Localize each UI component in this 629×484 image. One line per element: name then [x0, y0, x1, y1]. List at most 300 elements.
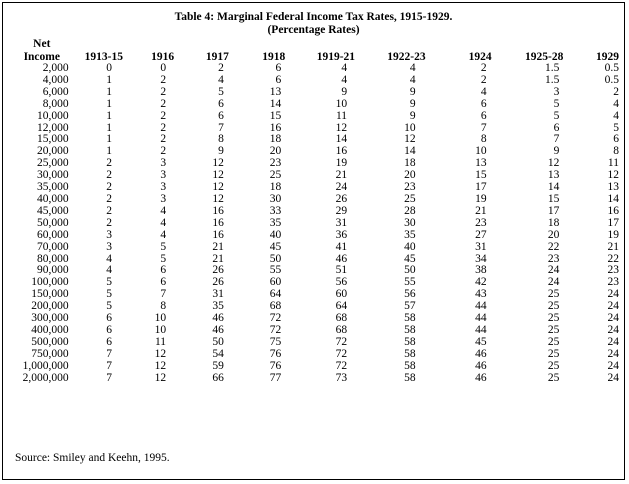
- rate-cell: 1: [106, 145, 113, 158]
- net-income-header-line2: Income: [23, 50, 60, 63]
- rate-cell: 4: [409, 73, 416, 86]
- rate-cell: 24: [547, 276, 560, 289]
- rate-cell: 27: [475, 228, 487, 241]
- rate-cell: 2: [106, 169, 113, 182]
- table-row: [11, 325, 624, 337]
- rate-cell: 24: [607, 288, 619, 301]
- rate-cell: 4: [480, 85, 487, 98]
- rate-cell: 58: [404, 371, 416, 384]
- rate-cell: 55: [404, 276, 416, 289]
- net-income-cell: 35,000: [36, 181, 69, 194]
- rate-cell: 76: [269, 359, 282, 372]
- rate-cell: 16: [269, 121, 282, 134]
- table-row: [11, 218, 624, 230]
- rate-cell: 7: [553, 133, 560, 146]
- rate-cell: 14: [607, 192, 619, 205]
- rate-cell: 75: [269, 335, 282, 348]
- net-income-cell: 15,000: [36, 133, 69, 146]
- rate-cell: 2: [218, 62, 224, 74]
- rate-cell: 51: [335, 264, 348, 277]
- rate-cell: 31: [335, 216, 348, 229]
- rate-cell: 4: [341, 73, 348, 86]
- rate-cell: 5: [613, 121, 619, 134]
- rate-cell: 5: [106, 300, 113, 313]
- rate-cell: 12: [154, 359, 167, 372]
- rate-cell: 2: [106, 192, 113, 205]
- net-income-cell: 20,000: [36, 145, 69, 158]
- rate-cell: 10: [154, 323, 167, 336]
- rate-cell: 4: [341, 62, 348, 74]
- rate-cell: 30: [269, 192, 282, 205]
- rate-cell: 9: [409, 85, 416, 98]
- rate-cell: 6: [160, 276, 167, 289]
- rate-cell: 14: [269, 97, 282, 110]
- rate-cell: 14: [547, 181, 560, 194]
- rate-cell: 1: [106, 73, 113, 86]
- rate-cell: 13: [475, 157, 487, 170]
- table-row: [11, 361, 624, 373]
- rate-cell: 57: [404, 300, 416, 313]
- rate-cell: 4: [160, 204, 167, 217]
- rate-cell: 66: [212, 371, 224, 384]
- rate-cell: 12: [404, 133, 416, 146]
- rate-cell: 44: [475, 312, 487, 325]
- rate-cell: 7: [160, 288, 167, 301]
- table-row: [11, 289, 624, 301]
- rate-cell: 12: [547, 157, 560, 170]
- year-header: 1925-28: [524, 50, 564, 63]
- rate-cell: 14: [335, 133, 348, 146]
- rate-cell: 72: [269, 312, 282, 325]
- rate-cell: 15: [475, 169, 487, 182]
- rate-cell: 9: [341, 85, 348, 98]
- rate-cell: 12: [154, 347, 167, 360]
- rate-cell: 5: [160, 240, 167, 253]
- rate-cell: 25: [547, 371, 560, 384]
- table-row: [11, 75, 624, 87]
- rate-cell: 1.5: [544, 62, 560, 74]
- rate-cell: 46: [335, 252, 348, 265]
- rate-cell: 25: [547, 300, 560, 313]
- rate-cell: 30: [404, 216, 416, 229]
- rate-cell: 20: [404, 169, 416, 182]
- year-header: 1916: [151, 50, 175, 63]
- rate-cell: 72: [335, 335, 348, 348]
- table-row: [11, 373, 624, 385]
- net-income-cell: 2,000,000: [22, 371, 69, 384]
- rate-cell: 35: [404, 228, 416, 241]
- header-row: [11, 38, 624, 63]
- table-row: [11, 301, 624, 313]
- rate-cell: 58: [404, 335, 416, 348]
- net-income-cell: 90,000: [36, 264, 69, 277]
- rate-cell: 12: [607, 169, 619, 182]
- rate-cell: 24: [607, 335, 619, 348]
- net-income-cell: 500,000: [31, 335, 69, 348]
- year-header: 1917: [205, 50, 229, 63]
- year-header: 1929: [596, 50, 619, 63]
- net-income-cell: 45,000: [36, 204, 69, 217]
- rate-cell: 55: [269, 264, 282, 277]
- rate-cell: 1.5: [544, 73, 560, 86]
- net-income-cell: 10,000: [36, 109, 69, 122]
- rate-cell: 23: [404, 181, 416, 194]
- rate-cell: 56: [335, 276, 348, 289]
- rate-cell: 2: [160, 145, 167, 158]
- table-row: [11, 194, 624, 206]
- net-income-header-line1: Net: [33, 38, 51, 50]
- rate-cell: 15: [547, 192, 560, 205]
- rate-cell: 2: [106, 181, 113, 194]
- rate-cell: 5: [218, 85, 224, 98]
- rate-cell: 23: [547, 252, 560, 265]
- rate-cell: 23: [475, 216, 487, 229]
- rate-cell: 44: [475, 300, 487, 313]
- net-income-header: [11, 38, 69, 63]
- rate-cell: 16: [212, 216, 224, 229]
- rate-cell: 6: [480, 97, 487, 110]
- rate-cell: 25: [547, 312, 560, 325]
- rate-cell: 21: [212, 240, 224, 253]
- rate-cell: 2: [160, 109, 167, 122]
- rate-cell: 7: [106, 347, 113, 360]
- rate-cell: 3: [553, 85, 560, 98]
- rate-cell: 19: [335, 157, 348, 170]
- table-row: [11, 337, 624, 349]
- table-row: [11, 206, 624, 218]
- year-header: 1924: [468, 50, 492, 63]
- rate-cell: 13: [269, 85, 282, 98]
- rate-cell: 59: [212, 359, 224, 372]
- rate-cell: 24: [547, 264, 560, 277]
- rate-cell: 58: [404, 312, 416, 325]
- rate-cell: 18: [269, 181, 282, 194]
- rate-cell: 3: [160, 157, 167, 170]
- rate-cell: 24: [607, 300, 619, 313]
- rate-cell: 2: [160, 121, 167, 134]
- net-income-cell: 30,000: [36, 169, 69, 182]
- rate-cell: 17: [547, 204, 560, 217]
- rate-cell: 44: [475, 323, 487, 336]
- rate-cell: 5: [160, 252, 167, 265]
- rate-cell: 25: [404, 192, 416, 205]
- rate-cell: 50: [404, 264, 416, 277]
- rate-cell: 43: [475, 288, 487, 301]
- rate-cell: 0.5: [604, 62, 619, 74]
- rate-cell: 1: [106, 109, 113, 122]
- rate-cell: 68: [335, 323, 348, 336]
- net-income-cell: 12,000: [36, 121, 69, 134]
- rate-cell: 41: [335, 240, 348, 253]
- rate-cell: 42: [475, 276, 487, 289]
- rate-cell: 11: [607, 157, 619, 170]
- net-income-cell: 1,000,000: [22, 359, 69, 372]
- rate-cell: 13: [547, 169, 560, 182]
- rate-cell: 16: [212, 228, 224, 241]
- table-title: Table 4: Marginal Federal Income Tax Rates, 1915-1929.: [174, 11, 453, 23]
- rate-cell: 31: [212, 288, 224, 301]
- rate-cell: 0: [160, 62, 167, 74]
- rate-cell: 4: [106, 252, 113, 265]
- rate-cell: 2: [160, 133, 167, 146]
- rate-cell: 58: [404, 359, 416, 372]
- rate-cell: 24: [607, 347, 619, 360]
- rate-cell: 2: [480, 62, 487, 74]
- net-income-cell: 4,000: [42, 73, 69, 86]
- net-income-cell: 100,000: [31, 276, 69, 289]
- rate-cell: 68: [269, 300, 282, 313]
- rate-cell: 26: [212, 264, 224, 277]
- rate-cell: 12: [212, 181, 224, 194]
- rate-cell: 6: [613, 133, 619, 146]
- rate-cell: 3: [106, 228, 113, 241]
- rate-cell: 21: [335, 169, 348, 182]
- rate-cell: 64: [269, 288, 282, 301]
- rate-cell: 2: [160, 97, 167, 110]
- rate-cell: 54: [212, 347, 224, 360]
- rate-cell: 46: [475, 347, 487, 360]
- net-income-cell: 2,000: [42, 62, 69, 74]
- rate-cell: 2: [480, 73, 487, 86]
- rate-cell: 25: [269, 169, 282, 182]
- rate-cell: 2: [106, 216, 113, 229]
- rate-cell: 26: [212, 276, 224, 289]
- rate-cell: 5: [106, 276, 113, 289]
- rate-cell: 5: [553, 97, 560, 110]
- rate-cell: 5: [553, 109, 560, 122]
- net-income-cell: 60,000: [36, 228, 69, 241]
- rate-cell: 21: [475, 204, 487, 217]
- rate-cell: 29: [335, 204, 348, 217]
- rate-cell: 8: [613, 145, 619, 158]
- table-row: [11, 265, 624, 277]
- rate-cell: 25: [547, 323, 560, 336]
- rate-cell: 6: [106, 335, 113, 348]
- rate-cell: 3: [106, 240, 113, 253]
- rate-cell: 9: [553, 145, 560, 158]
- year-header: 1922-23: [387, 50, 426, 63]
- rate-cell: 3: [160, 181, 167, 194]
- rate-cell: 19: [607, 228, 619, 241]
- rate-cell: 21: [607, 240, 619, 253]
- rate-cell: 20: [269, 145, 282, 158]
- rate-cell: 25: [547, 359, 560, 372]
- rate-cell: 56: [404, 288, 416, 301]
- rate-cell: 34: [475, 252, 487, 265]
- rate-cell: 58: [404, 323, 416, 336]
- rate-cell: 18: [404, 157, 416, 170]
- rate-cell: 6: [480, 109, 487, 122]
- rate-cell: 60: [269, 276, 282, 289]
- rate-cell: 18: [547, 216, 560, 229]
- net-income-cell: 70,000: [36, 240, 69, 253]
- rate-cell: 45: [404, 252, 416, 265]
- rate-cell: 6: [275, 73, 282, 86]
- rate-cell: 4: [106, 264, 113, 277]
- net-income-cell: 40,000: [36, 192, 69, 205]
- rate-cell: 33: [269, 204, 282, 217]
- rate-cell: 2: [106, 157, 113, 170]
- rate-cell: 25: [547, 347, 560, 360]
- rate-cell: 16: [607, 204, 619, 217]
- rate-cell: 10: [404, 121, 416, 134]
- rate-cell: 8: [218, 133, 224, 146]
- rate-cell: 14: [404, 145, 416, 158]
- rate-cell: 12: [154, 371, 167, 384]
- rate-cell: 68: [335, 312, 348, 325]
- rate-cell: 20: [547, 228, 560, 241]
- net-income-cell: 50,000: [36, 216, 69, 229]
- rate-cell: 7: [106, 371, 113, 384]
- rate-cell: 38: [475, 264, 487, 277]
- rate-cell: 45: [475, 335, 487, 348]
- rate-cell: 24: [607, 359, 619, 372]
- rate-cell: 12: [335, 121, 348, 134]
- table-body: [11, 63, 624, 384]
- net-income-cell: 8,000: [42, 97, 69, 110]
- rate-cell: 22: [547, 240, 560, 253]
- rate-cell: 9: [409, 97, 416, 110]
- rate-cell: 6: [275, 62, 282, 74]
- rate-cell: 23: [607, 264, 619, 277]
- rate-cell: 4: [160, 228, 167, 241]
- rate-cell: 13: [607, 181, 619, 194]
- rate-cell: 12: [212, 192, 224, 205]
- rate-cell: 10: [154, 312, 167, 325]
- rate-cell: 10: [475, 145, 487, 158]
- table-row: [11, 134, 624, 146]
- net-income-cell: 80,000: [36, 252, 69, 265]
- rate-cell: 46: [212, 312, 224, 325]
- rate-cell: 73: [335, 371, 348, 384]
- rate-cell: 22: [607, 252, 619, 265]
- table-row: [11, 99, 624, 111]
- rate-cell: 19: [475, 192, 487, 205]
- rate-cell: 2: [613, 85, 619, 98]
- rate-cell: 25: [547, 288, 560, 301]
- table-row: [11, 111, 624, 123]
- rate-cell: 77: [269, 371, 282, 384]
- table-row: [11, 87, 624, 99]
- rate-cell: 6: [553, 121, 560, 134]
- source-note: Source: Smiley and Keehn, 1995.: [15, 452, 170, 464]
- tax-rate-table: [11, 38, 624, 384]
- table-row: [11, 170, 624, 182]
- rate-cell: 6: [106, 312, 113, 325]
- rate-cell: 23: [607, 276, 619, 289]
- rate-cell: 24: [607, 371, 619, 384]
- rate-cell: 8: [160, 300, 167, 313]
- rate-cell: 64: [335, 300, 348, 313]
- net-income-cell: 6,000: [42, 85, 69, 98]
- rate-cell: 50: [212, 335, 224, 348]
- table-row: [11, 254, 624, 266]
- net-income-cell: 25,000: [36, 157, 69, 170]
- rate-cell: 26: [335, 192, 348, 205]
- rate-cell: 21: [212, 252, 224, 265]
- rate-cell: 24: [335, 181, 348, 194]
- net-income-cell: 400,000: [31, 323, 69, 336]
- rate-cell: 31: [475, 240, 487, 253]
- rate-cell: 24: [607, 323, 619, 336]
- table-row: [11, 146, 624, 158]
- rate-cell: 76: [269, 347, 282, 360]
- table-row: [11, 158, 624, 170]
- rate-cell: 25: [547, 335, 560, 348]
- rate-cell: 2: [106, 204, 113, 217]
- rate-cell: 58: [404, 347, 416, 360]
- table-row: [11, 242, 624, 254]
- table-subtitle: (Percentage Rates): [267, 24, 360, 36]
- rate-cell: 46: [475, 359, 487, 372]
- rate-cell: 46: [212, 323, 224, 336]
- table-row: [11, 349, 624, 361]
- rate-cell: 9: [218, 145, 224, 158]
- rate-cell: 8: [480, 133, 487, 146]
- rate-cell: 6: [160, 264, 167, 277]
- rate-cell: 4: [218, 73, 224, 86]
- rate-cell: 12: [212, 157, 224, 170]
- rate-cell: 17: [607, 216, 619, 229]
- table-row: [11, 230, 624, 242]
- rate-cell: 10: [335, 97, 348, 110]
- rate-cell: 1: [106, 97, 113, 110]
- rate-cell: 6: [218, 97, 224, 110]
- rate-cell: 12: [212, 169, 224, 182]
- net-income-cell: 200,000: [31, 300, 69, 313]
- rate-cell: 72: [335, 347, 348, 360]
- rate-cell: 50: [269, 252, 282, 265]
- rate-cell: 7: [480, 121, 487, 134]
- rate-cell: 3: [160, 192, 167, 205]
- rate-cell: 35: [269, 216, 282, 229]
- rate-cell: 4: [613, 97, 619, 110]
- rate-cell: 6: [106, 323, 113, 336]
- rate-cell: 6: [218, 109, 224, 122]
- rate-cell: 9: [409, 109, 416, 122]
- rate-cell: 1: [106, 85, 113, 98]
- rate-cell: 40: [404, 240, 416, 253]
- rate-cell: 0.5: [604, 73, 619, 86]
- net-income-cell: 150,000: [31, 288, 69, 301]
- rate-cell: 35: [212, 300, 224, 313]
- rate-cell: 0: [106, 62, 113, 74]
- rate-cell: 2: [160, 73, 167, 86]
- rate-cell: 60: [335, 288, 348, 301]
- rate-cell: 18: [269, 133, 282, 146]
- rate-cell: 7: [218, 121, 224, 134]
- rate-cell: 23: [269, 157, 282, 170]
- rate-cell: 24: [607, 312, 619, 325]
- rate-cell: 72: [269, 323, 282, 336]
- rate-cell: 16: [212, 204, 224, 217]
- table-row: [11, 277, 624, 289]
- rate-cell: 15: [269, 109, 282, 122]
- rate-cell: 11: [154, 335, 167, 348]
- rate-cell: 40: [269, 228, 282, 241]
- tax-rate-table-frame: [2, 2, 625, 480]
- rate-cell: 17: [475, 181, 487, 194]
- table-row: [11, 63, 624, 75]
- rate-cell: 46: [475, 371, 487, 384]
- year-header: 1918: [262, 50, 286, 63]
- rate-cell: 16: [335, 145, 348, 158]
- rate-cell: 28: [404, 204, 416, 217]
- rate-cell: 36: [335, 228, 348, 241]
- rate-cell: 2: [160, 85, 167, 98]
- table-row: [11, 182, 624, 194]
- table-row: [11, 123, 624, 135]
